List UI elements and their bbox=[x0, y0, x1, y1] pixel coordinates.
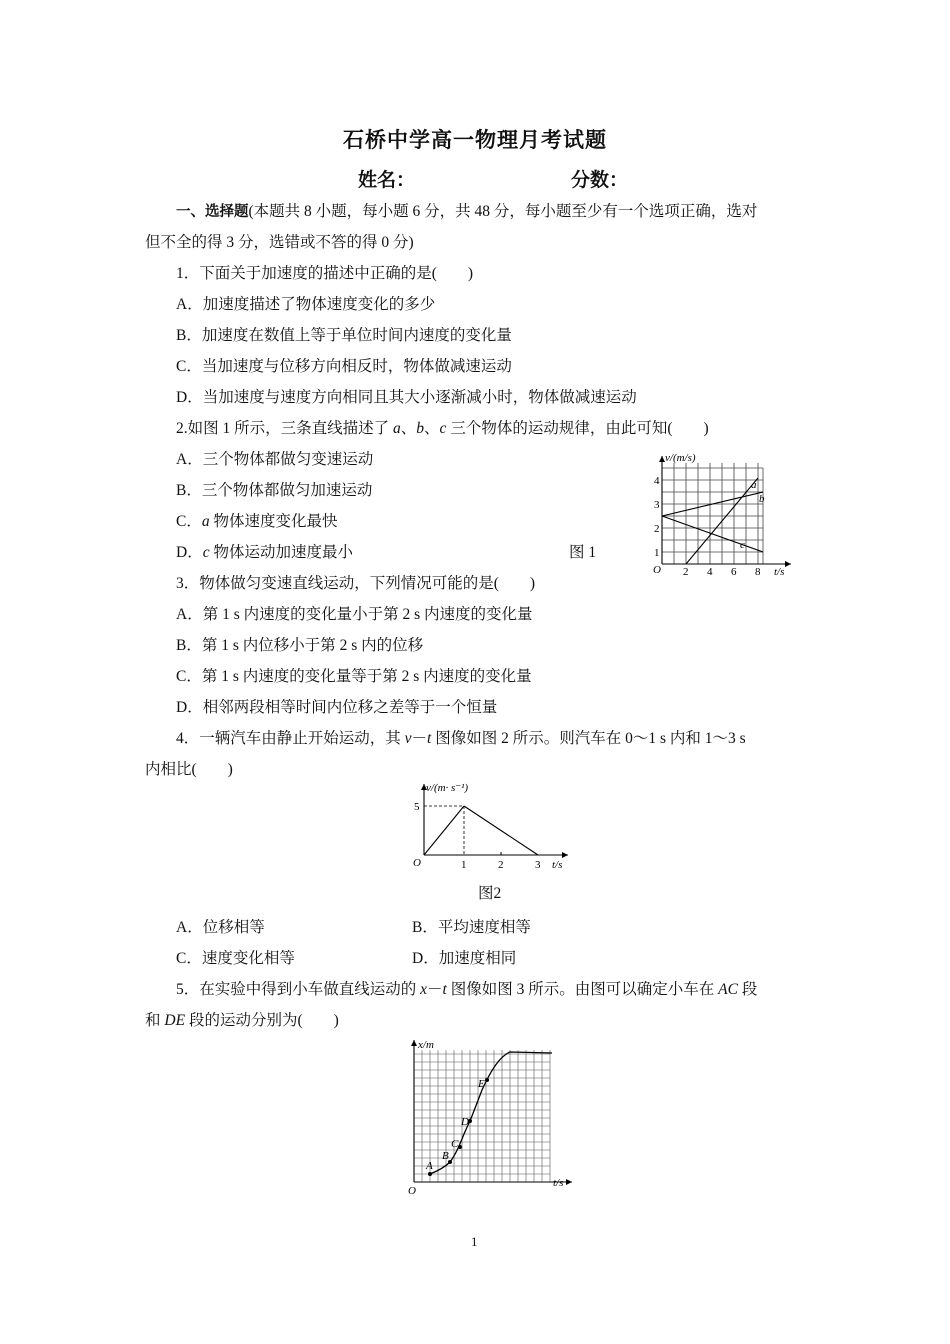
figure1-y-label: v/(m/s) bbox=[665, 452, 696, 464]
q1-option-b: B．加速度在数值上等于单位时间内速度的变化量 bbox=[176, 327, 512, 344]
figure2-x-label: t/s bbox=[552, 859, 563, 871]
q4-option-a: A．位移相等 bbox=[176, 919, 265, 936]
figure3-y-label: x/m bbox=[418, 1039, 434, 1051]
figure1-line-label-b: b bbox=[759, 493, 765, 505]
q2-stem: 2.如图 1 所示，三条直线描述了 a、b、c 三个物体的运动规律，由此可知( ) bbox=[176, 420, 709, 437]
figure3-point-b: B bbox=[442, 1150, 449, 1162]
figure2-ytick: 5 bbox=[414, 801, 420, 813]
score-label: 分数： bbox=[571, 169, 629, 191]
point-c-marker bbox=[458, 1145, 462, 1149]
page-number: 1 bbox=[471, 1234, 478, 1249]
figure1-ytick: 1 bbox=[654, 547, 660, 559]
q2-option-c: C．a 物体速度变化最快 bbox=[176, 513, 338, 530]
line-c bbox=[662, 516, 763, 552]
figure1-origin: O bbox=[653, 564, 661, 576]
section-intro-line2: 但不全的得 3 分，选错或不答的得 0 分) bbox=[145, 234, 414, 251]
figure1-ytick: 3 bbox=[654, 499, 660, 511]
q3-option-a: A．第 1 s 内速度的变化量小于第 2 s 内速度的变化量 bbox=[176, 606, 533, 623]
q4-option-b: B．平均速度相等 bbox=[412, 919, 531, 936]
figure2-origin: O bbox=[413, 857, 421, 869]
figure2-xtick: 2 bbox=[498, 859, 504, 871]
figure3-origin: O bbox=[408, 1185, 416, 1197]
q5-stem-line2: 和 DE 段的运动分别为( ) bbox=[145, 1012, 339, 1029]
q3-stem: 3．物体做匀变速直线运动，下列情况可能的是( ) bbox=[176, 575, 536, 592]
q1-option-a: A．加速度描述了物体速度变化的多少 bbox=[176, 296, 436, 313]
q3-option-b: B．第 1 s 内位移小于第 2 s 内的位移 bbox=[176, 637, 424, 654]
figure1-line-label-a: a bbox=[751, 479, 757, 491]
figure1-xtick: 2 bbox=[683, 566, 689, 578]
q2-option-a: A．三个物体都做匀变速运动 bbox=[176, 451, 374, 468]
q4-stem-line2: 内相比( ) bbox=[145, 761, 233, 778]
q2-option-b: B．三个物体都做匀加速运动 bbox=[176, 482, 373, 499]
figure2-xtick: 1 bbox=[461, 859, 467, 871]
accel-segment bbox=[424, 806, 464, 855]
figure1-xtick: 8 bbox=[755, 566, 761, 578]
section-intro-line1: 一、选择题(本题共 8 小题，每小题 6 分，共 48 分，每小题至少有一个选项正确，选对 bbox=[176, 203, 758, 220]
point-a-marker bbox=[428, 1172, 432, 1176]
q3-option-c: C．第 1 s 内速度的变化量等于第 2 s 内速度的变化量 bbox=[176, 668, 532, 685]
q5-stem-line1: 5．在实验中得到小车做直线运动的 x－t 图像如图 3 所示。由图可以确定小车在 AC 段 bbox=[176, 981, 758, 998]
figure2-y-label: v/(m· s⁻¹) bbox=[426, 782, 469, 794]
q3-option-d: D．相邻两段相等时间内位移之差等于一个恒量 bbox=[176, 699, 498, 716]
figure1-x-label: t/s bbox=[774, 566, 785, 578]
figure1-ytick: 4 bbox=[654, 475, 660, 487]
figure3-x-label: t/s bbox=[553, 1177, 564, 1189]
figure3-point-d: D bbox=[461, 1116, 469, 1128]
figure3-point-a: A bbox=[426, 1160, 433, 1172]
name-label: 姓名： bbox=[358, 169, 416, 191]
q4-stem-line1: 4．一辆汽车由静止开始运动，其 v－t 图像如图 2 所示。则汽车在 0～1 s 内和 1～3 s bbox=[176, 730, 746, 747]
section-heading: 一、选择题 bbox=[176, 204, 249, 220]
point-e-marker bbox=[485, 1078, 489, 1082]
decel-segment bbox=[464, 806, 538, 855]
page-title: 石桥中学高一物理月考试题 bbox=[343, 128, 607, 152]
figure3-point-c: C bbox=[451, 1138, 459, 1150]
figure2-vt-graph bbox=[408, 780, 576, 872]
figure1-xtick: 6 bbox=[731, 566, 737, 578]
q1-stem: 1．下面关于加速度的描述中正确的是( ) bbox=[176, 265, 474, 282]
figure1-line-label-c: c bbox=[740, 539, 745, 551]
figure1-xtick: 4 bbox=[707, 566, 713, 578]
q4-option-c: C．速度变化相等 bbox=[176, 950, 295, 967]
figure3-point-e: E bbox=[478, 1078, 485, 1090]
figure1-vt-graph bbox=[645, 448, 795, 580]
q2-option-d: D．c 物体运动加速度最小 bbox=[176, 544, 353, 561]
q1-option-d: D．当加速度与速度方向相同且其大小逐渐减小时，物体做减速运动 bbox=[176, 389, 637, 406]
figure3-xt-graph bbox=[400, 1036, 580, 1200]
q1-option-c: C．当加速度与位移方向相反时，物体做减速运动 bbox=[176, 358, 512, 375]
figure2-caption: 图2 bbox=[478, 885, 502, 902]
figure1-caption: 图 1 bbox=[569, 544, 597, 561]
q4-option-d: D．加速度相同 bbox=[412, 950, 517, 967]
figure2-xtick: 3 bbox=[535, 859, 541, 871]
figure1-ytick: 2 bbox=[654, 523, 660, 535]
